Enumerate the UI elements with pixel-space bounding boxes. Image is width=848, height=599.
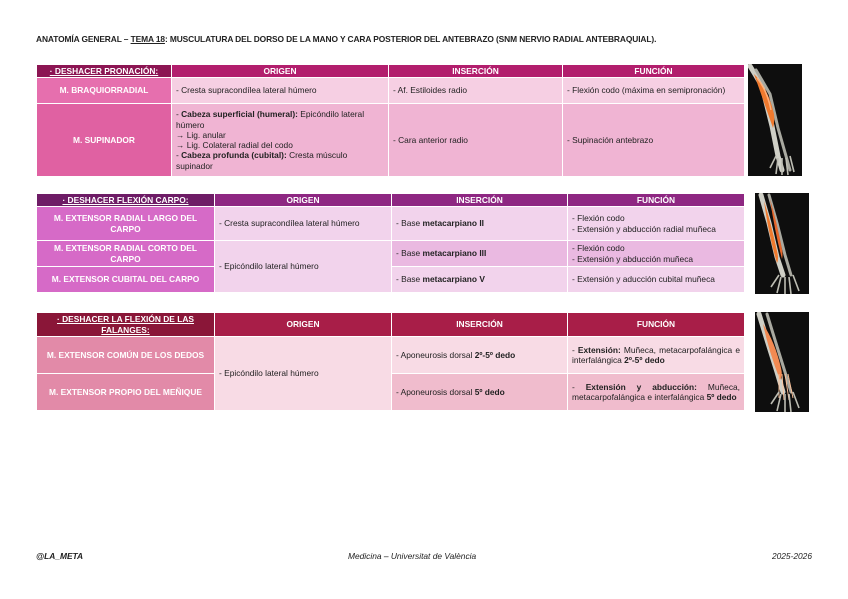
origin-cell: - Epicóndilo lateral húmero [215,337,392,411]
table-deshacer-flexion-falanges [36,312,745,411]
function-cell: - Flexión codo (máxima en semipronación) [563,78,745,104]
table-row [37,104,745,177]
function-cell: - Extensión y aducción cubital muñeca [568,267,745,293]
col-header-origin: ORIGEN [172,65,389,78]
section-header: · DESHACER FLEXIÓN CARPO: [37,194,215,207]
forearm-anatomy-image-extensor-digitorum [755,312,809,412]
table-row [37,207,745,241]
col-header-function: FUNCIÓN [568,313,745,337]
function-cell: - Extensión: Muñeca, metacarpofalángica e interfalángica 2º-5º dedo [568,337,745,374]
table-header-row [37,313,745,337]
col-header-origin: ORIGEN [215,313,392,337]
table-row [37,337,745,374]
footer-institution: Medicina – Universitat de València [348,551,477,561]
footer-year: 2025-2026 [771,551,812,561]
insertion-cell: - Aponeurosis dorsal 2º-5º dedo [392,337,568,374]
muscle-name: M. EXTENSOR RADIAL LARGO DEL CARPO [37,207,215,241]
insertion-cell: - Base metacarpiano III [392,241,568,267]
origin-cell: - Cresta supracondílea lateral húmero [172,78,389,104]
page-title: ANATOMÍA GENERAL – TEMA 18: MUSCULATURA DEL DORSO DE LA MANO Y CARA POSTERIOR DEL ANTEBRAZO (SNM NERVIO RADIAL ANTEBRAQUIAL). [36,34,657,44]
col-header-insertion: INSERCIÓN [389,65,563,78]
table-header-row [37,194,745,207]
function-cell: - Flexión codo - Extensión y abducción muñeca [568,241,745,267]
muscle-name: M. EXTENSOR RADIAL CORTO DEL CARPO [37,241,215,267]
insertion-cell: - Cara anterior radio [389,104,563,177]
forearm-anatomy-image-extensor-carpi [755,193,809,294]
origin-cell: - Cabeza superficial (humeral): Epicóndilo lateral húmero → Lig. anular → Lig. Colateral radial del codo - Cabeza profunda (cubital): Cresta músculo supinador [172,104,389,177]
table-header-row [37,65,745,78]
function-cell: - Extensión y abducción: Muñeca, metacarpofalángica e interfalángica 5º dedo [568,374,745,411]
table-deshacer-flexion-carpo [36,193,745,293]
muscle-name: M. EXTENSOR CUBITAL DEL CARPO [37,267,215,293]
table-row [37,78,745,104]
col-header-origin: ORIGEN [215,194,392,207]
table-row [37,241,745,267]
insertion-cell: - Aponeurosis dorsal 5º dedo [392,374,568,411]
col-header-insertion: INSERCIÓN [392,313,568,337]
footer-author: @LA_META [36,551,84,561]
insertion-cell: - Base metacarpiano V [392,267,568,293]
table-deshacer-pronacion [36,64,745,177]
origin-cell: - Epicóndilo lateral húmero [215,241,392,293]
origin-cell: - Cresta supracondílea lateral húmero [215,207,392,241]
muscle-name: M. EXTENSOR PROPIO DEL MEÑIQUE [37,374,215,411]
function-cell: - Supinación antebrazo [563,104,745,177]
col-header-insertion: INSERCIÓN [392,194,568,207]
col-header-function: FUNCIÓN [563,65,745,78]
forearm-anatomy-image-brachioradialis [748,64,802,176]
section-header: · DESHACER LA FLEXIÓN DE LAS FALANGES: [37,313,215,337]
insertion-cell: - Base metacarpiano II [392,207,568,241]
insertion-cell: - Af. Estiloides radio [389,78,563,104]
muscle-name: M. SUPINADOR [37,104,172,177]
col-header-function: FUNCIÓN [568,194,745,207]
muscle-name: M. EXTENSOR COMÚN DE LOS DEDOS [37,337,215,374]
function-cell: - Flexión codo - Extensión y abducción radial muñeca [568,207,745,241]
muscle-name: M. BRAQUIORRADIAL [37,78,172,104]
section-header: · DESHACER PRONACIÓN: [37,65,172,78]
